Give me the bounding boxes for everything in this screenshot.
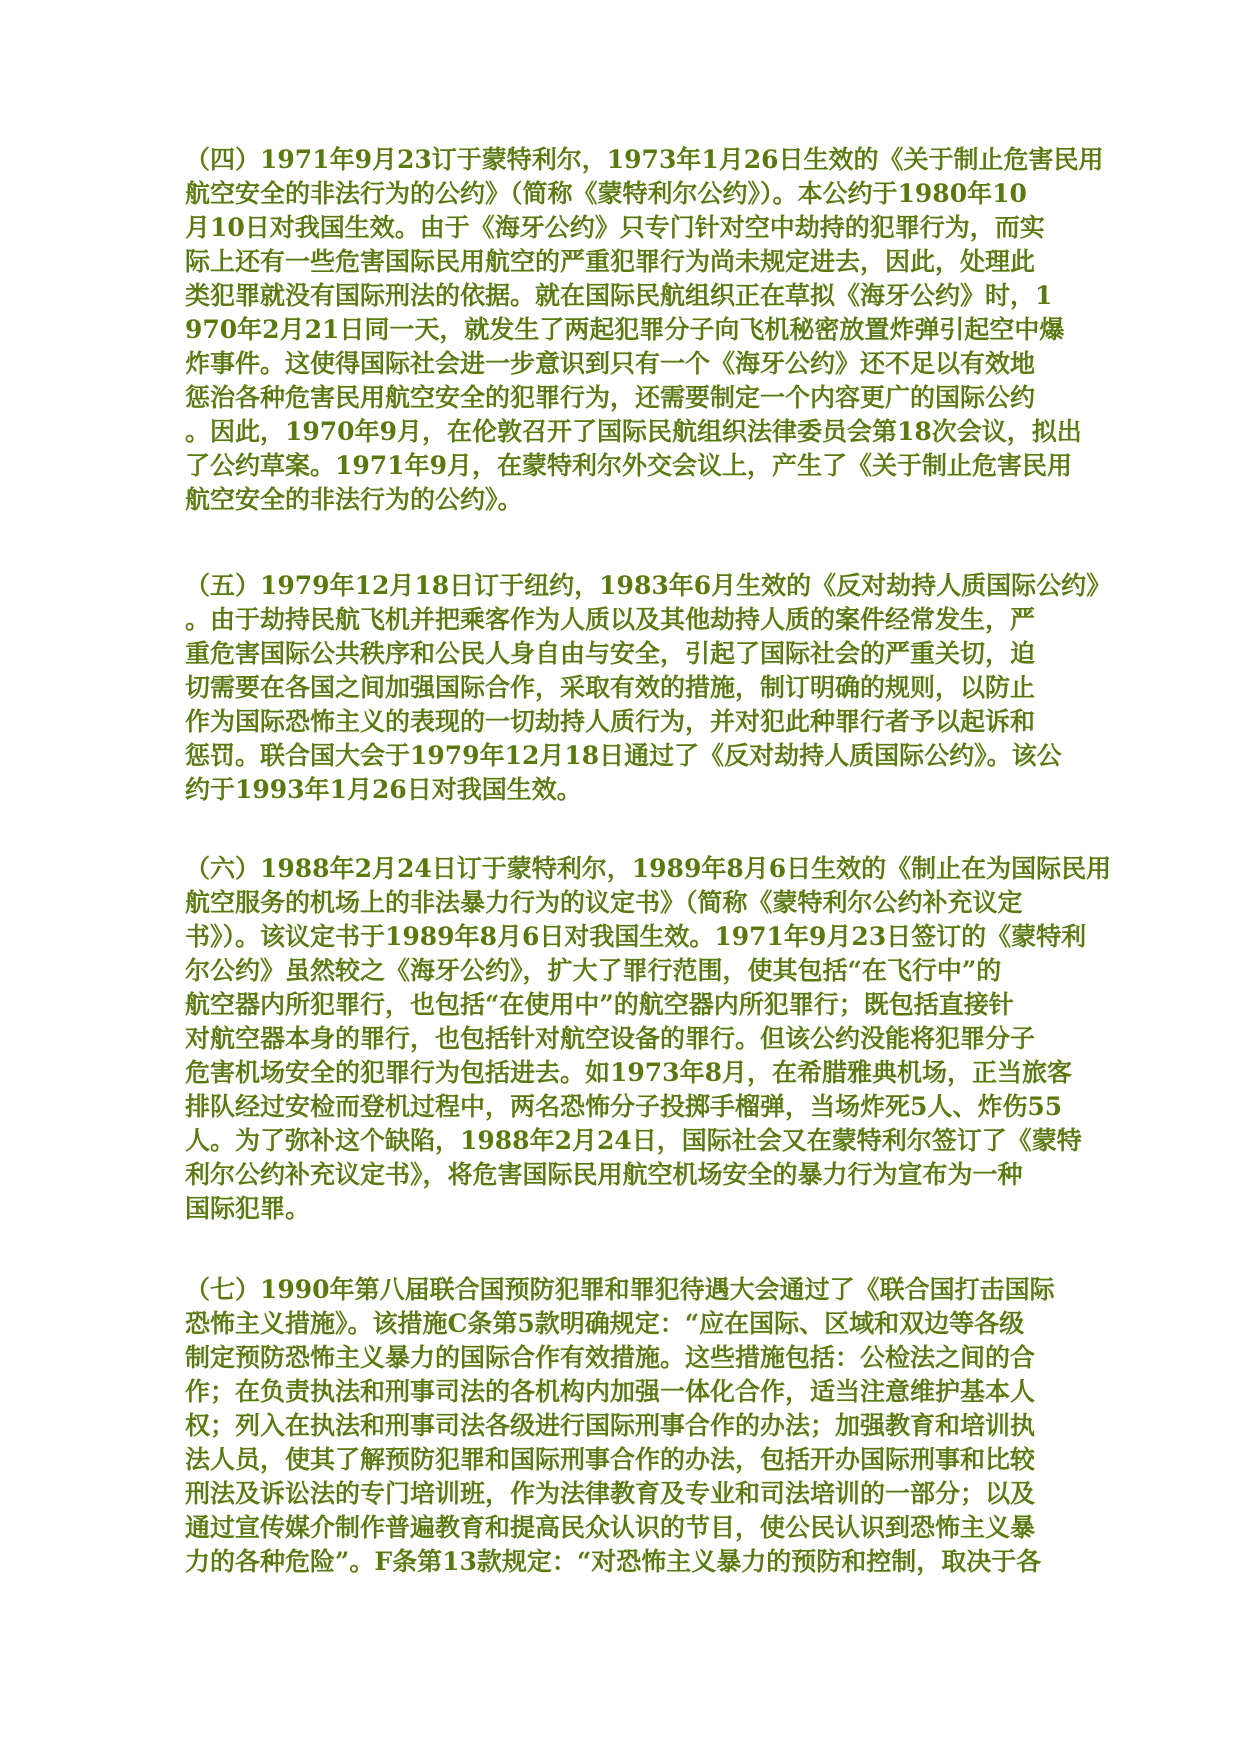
text-line: 炸事件。这使得国际社会进一步意识到只有一个《海牙公约》还不足以有效地	[185, 349, 1036, 378]
text-line: （六）1988年2月24日订于蒙特利尔，1989年8月6日生效的《制止在为国际民用	[185, 854, 1112, 883]
text-line: 制定预防恐怖主义暴力的国际合作有效措施。这些措施包括：公检法之间的合	[185, 1343, 1036, 1372]
text-line: 人。为了弥补这个缺陷，1988年2月24日，国际社会又在蒙特利尔签订了《蒙特	[185, 1126, 1082, 1155]
text-line: 。因此，1970年9月，在伦敦召开了国际民航组织法律委员会第18次会议，拟出	[185, 417, 1082, 446]
text-line: 。由于劫持民航飞机并把乘客作为人质以及其他劫持人质的案件经常发生，严	[185, 605, 1036, 634]
text-line: 权；列入在执法和刑事司法各级进行国际刑事合作的办法；加强教育和培训执	[185, 1411, 1036, 1440]
text-line: 重危害国际公共秩序和公民人身自由与安全，引起了国际社会的严重关切，迫	[185, 639, 1036, 668]
text-line: 了公约草案。1971年9月，在蒙特利尔外交会议上，产生了《关于制止危害民用	[185, 451, 1072, 480]
text-line: 恐怖主义措施》。该措施C条第5款明确规定：“应在国际、区域和双边等各级	[185, 1309, 1025, 1338]
text-line: 航空器内所犯罪行，也包括“在使用中”的航空器内所犯罪行；既包括直接针	[185, 990, 1014, 1019]
text-line: 排队经过安检而登机过程中，两名恐怖分子投掷手榴弹，当场炸死5人、炸伤55	[185, 1092, 1063, 1121]
text-line: 类犯罪就没有国际刑法的依据。就在国际民航组织正在草拟《海牙公约》时，1	[185, 281, 1053, 310]
text-line: （五）1979年12月18日订于纽约，1983年6月生效的《反对劫持人质国际公约》	[185, 571, 1112, 600]
text-line: 切需要在各国之间加强国际合作，采取有效的措施，制订明确的规则，以防止	[185, 673, 1036, 702]
text-line: 际上还有一些危害国际民用航空的严重犯罪行为尚未规定进去，因此，处理此	[185, 247, 1036, 276]
text-line: 危害机场安全的犯罪行为包括进去。如1973年8月，在希腊雅典机场，正当旅客	[185, 1058, 1072, 1087]
text-line: 国际犯罪。	[185, 1194, 311, 1223]
text-line: 法人员，使其了解预防犯罪和国际刑事合作的办法，包括开办国际刑事和比较	[185, 1445, 1036, 1474]
text-line: 航空安全的非法行为的公约》（简称《蒙特利尔公约》）。本公约于1980年10	[185, 179, 1027, 208]
text-line: 书》）。该议定书于1989年8月6日对我国生效。1971年9月23日签订的《蒙特利	[185, 922, 1087, 951]
text-line: 惩罚。联合国大会于1979年12月18日通过了《反对劫持人质国际公约》。该公	[185, 741, 1062, 770]
text-line: 利尔公约补充议定书》，将危害国际民用航空机场安全的暴力行为宣布为一种	[185, 1160, 1023, 1189]
text-line: 刑法及诉讼法的专门培训班，作为法律教育及专业和司法培训的一部分；以及	[185, 1479, 1036, 1508]
text-line: 航空安全的非法行为的公约》。	[185, 485, 523, 514]
text-line: 970年2月21日同一天，就发生了两起犯罪分子向飞机秘密放置炸弹引起空中爆	[185, 315, 1065, 344]
text-line: 通过宣传媒介制作普遍教育和提高民众认识的节目，使公民认识到恐怖主义暴	[185, 1513, 1036, 1542]
text-line: 力的各种危险”。F条第13款规定：“对恐怖主义暴力的预防和控制，取决于各	[185, 1547, 1042, 1576]
text-line: 月10日对我国生效。由于《海牙公约》只专门针对空中劫持的犯罪行为，而实	[185, 213, 1045, 242]
text-line: 对航空器本身的罪行，也包括针对航空设备的罪行。但该公约没能将犯罪分子	[185, 1024, 1036, 1053]
text-line: 航空服务的机场上的非法暴力行为的议定书》（简称《蒙特利尔公约补充议定	[185, 888, 1023, 917]
text-line: （四）1971年9月23订于蒙特利尔，1973年1月26日生效的《关于制止危害民用	[185, 145, 1104, 174]
text-line: 作为国际恐怖主义的表现的一切劫持人质行为，并对犯此种罪行者予以起诉和	[185, 707, 1036, 736]
text-line: 约于1993年1月26日对我国生效。	[185, 775, 582, 804]
text-line: 尔公约》虽然较之《海牙公约》，扩大了罪行范围，使其包括“在飞行中”的	[185, 956, 1002, 985]
text-line: 惩治各种危害民用航空安全的犯罪行为，还需要制定一个内容更广的国际公约	[185, 383, 1036, 412]
text-line: 作；在负责执法和刑事司法的各机构内加强一体化合作，适当注意维护基本人	[185, 1377, 1036, 1406]
text-line: （七）1990年第八届联合国预防犯罪和罪犯待遇大会通过了《联合国打击国际	[185, 1275, 1055, 1304]
